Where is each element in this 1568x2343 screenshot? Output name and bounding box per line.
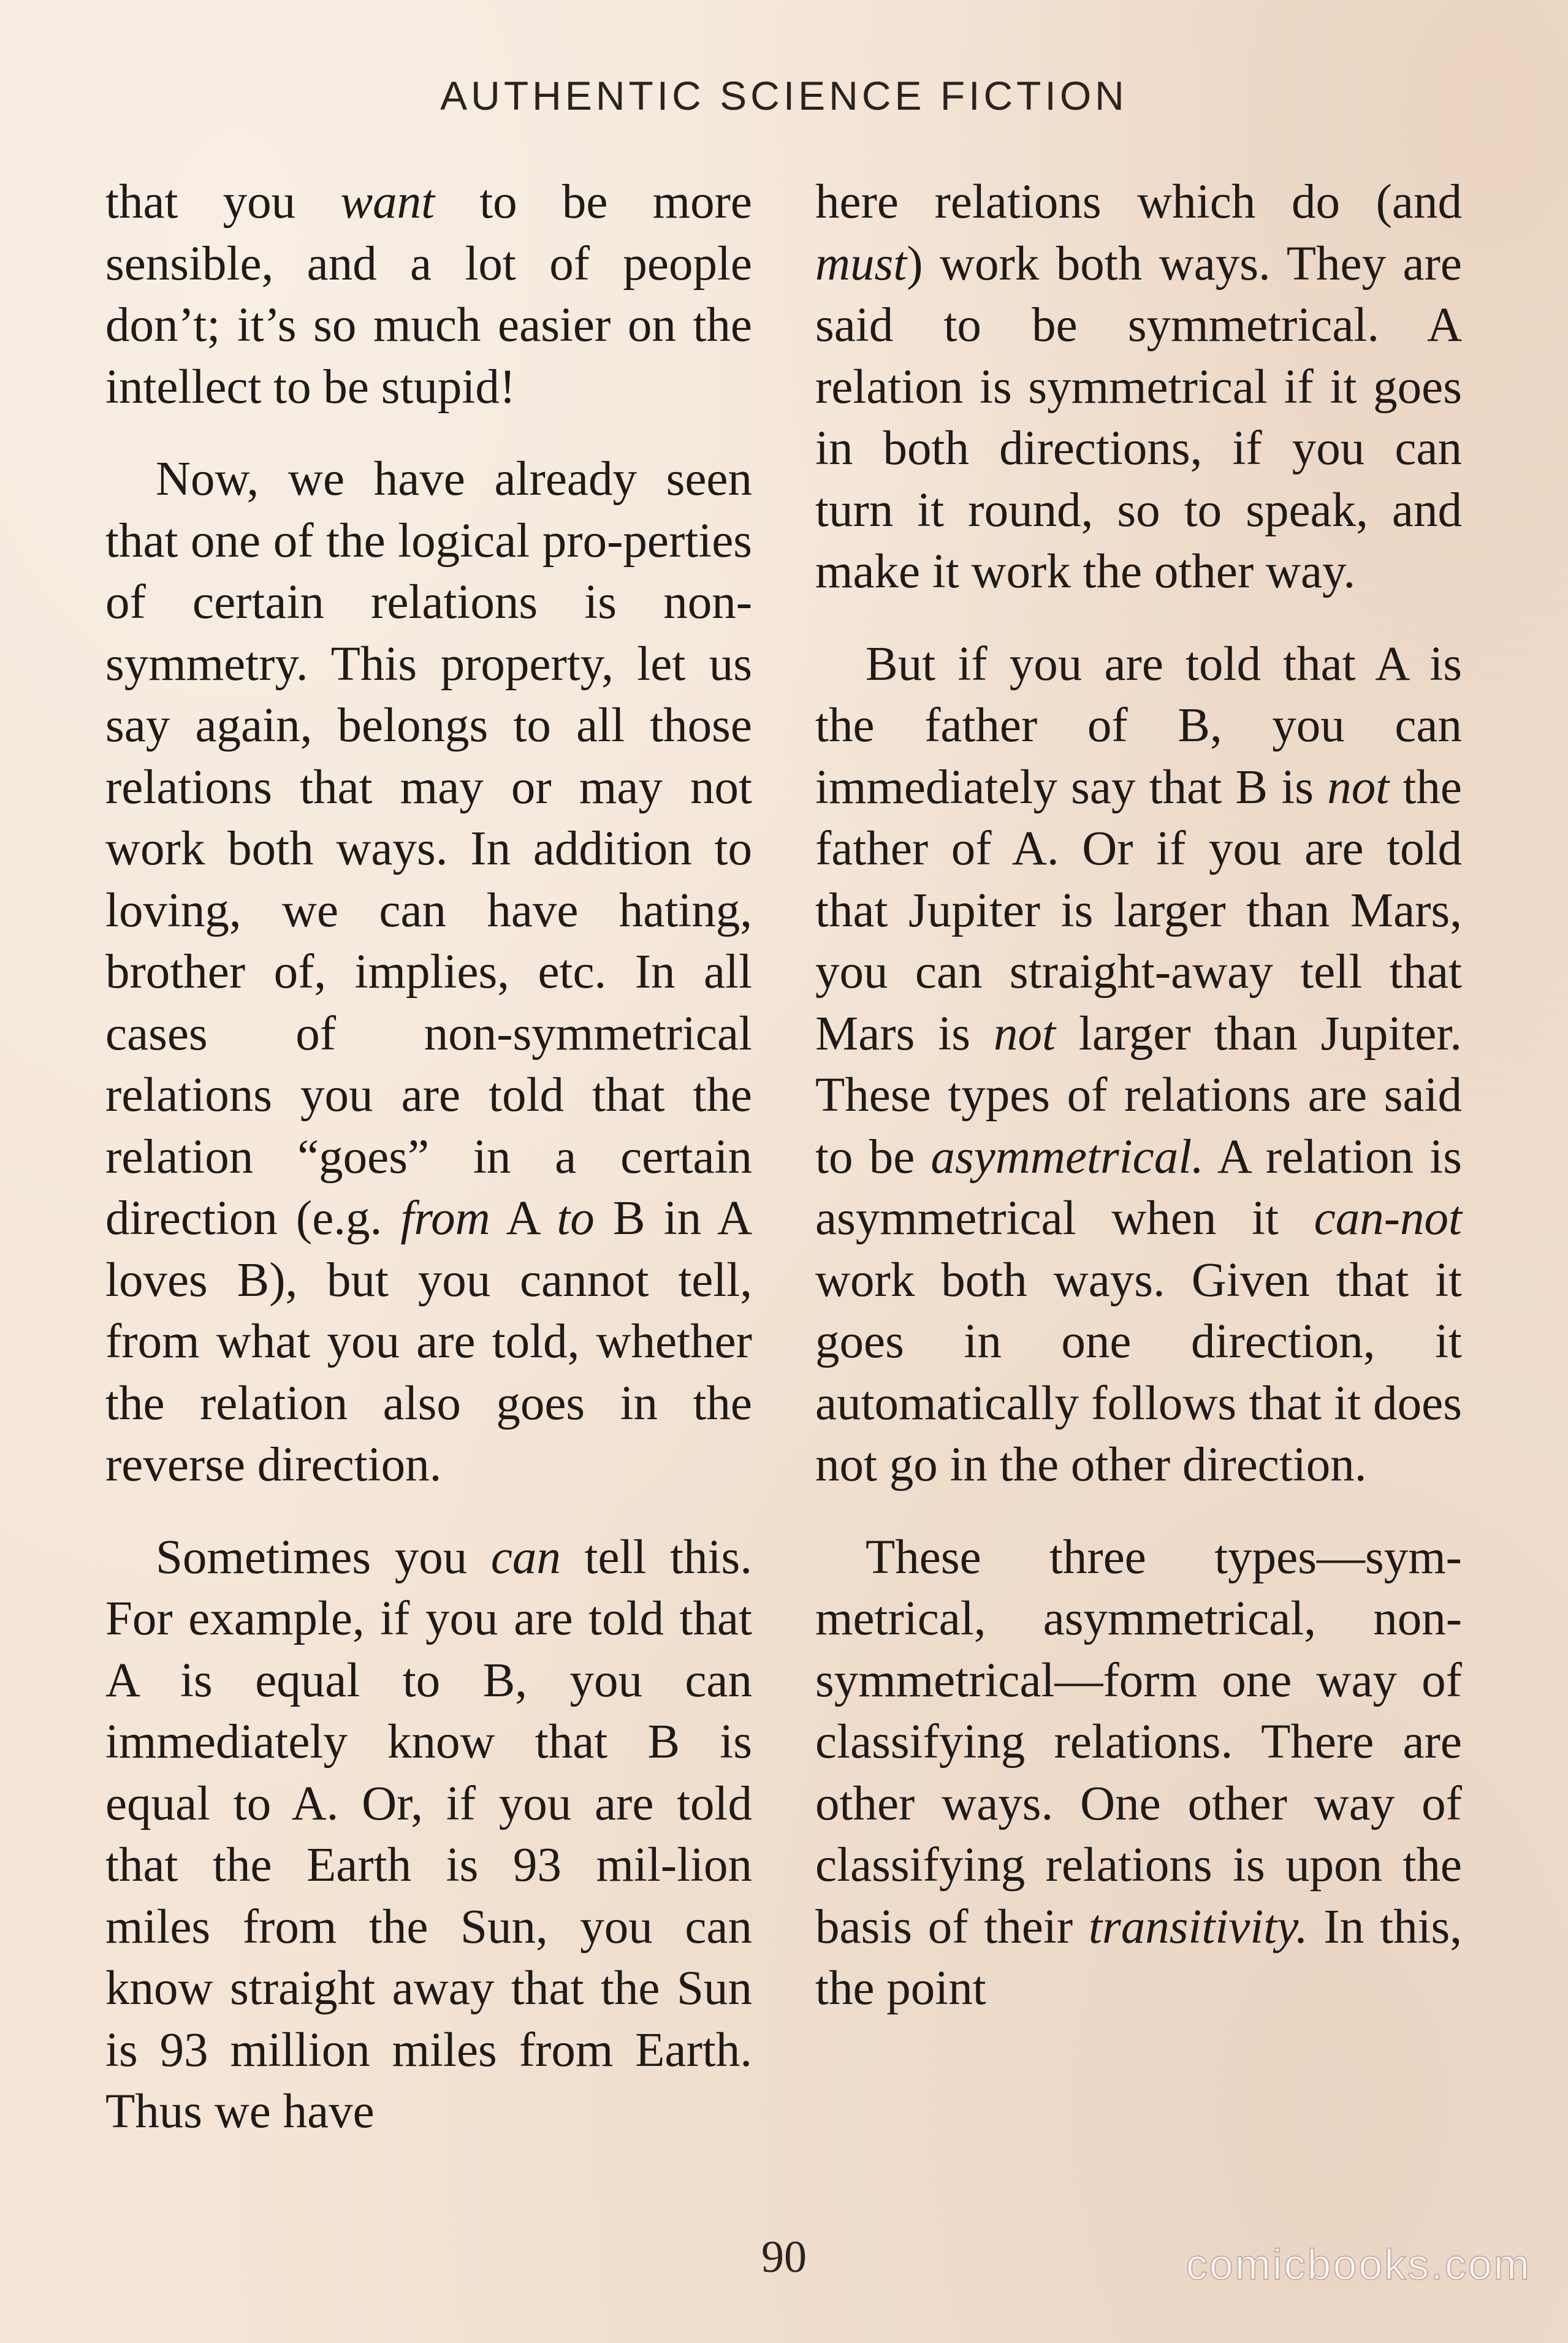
emphasis: not xyxy=(1327,760,1390,814)
text-run: here relations which do (and xyxy=(815,175,1462,229)
text-run: A relation is asymmetrical when it xyxy=(815,1130,1462,1245)
left-column xyxy=(105,172,752,2174)
paragraph xyxy=(105,449,752,1496)
paragraph xyxy=(105,1527,752,2143)
paragraph xyxy=(815,634,1462,1496)
emphasis: asymmetrical. xyxy=(931,1130,1204,1184)
right-column xyxy=(815,172,1462,2051)
text-run: (e.g. xyxy=(295,1192,401,1245)
text-run: the father of A. Or if you are told that Jupiter is larger than Mars, you can straight-away tell that Mars is xyxy=(815,760,1462,1061)
page-number: 90 xyxy=(761,2232,807,2282)
emphasis: must xyxy=(815,237,907,291)
running-head: AUTHENTIC SCIENCE FICTION xyxy=(440,73,1128,118)
text-run: to be more sensible, and a lot of people don’t; it’s so much easier on the intellect to be stupid! xyxy=(105,175,752,414)
paragraph xyxy=(815,172,1462,603)
emphasis: can xyxy=(490,1530,561,1584)
text-run: Sometimes you xyxy=(156,1530,491,1584)
text-run: B in A loves B), but you cannot tell, from what you are told, whether the relation also goes in the reverse direction. xyxy=(105,1192,752,1492)
emphasis: to xyxy=(557,1192,595,1245)
emphasis: from xyxy=(400,1192,490,1245)
watermark: comicbooks.com xyxy=(1186,2241,1531,2288)
emphasis: not xyxy=(993,1007,1056,1061)
paragraph xyxy=(105,172,752,418)
emphasis: transitivity. xyxy=(1089,1900,1308,1954)
text-run: These three types—sym-metrical, asymmetrical, non-symmetrical—form one way of classifying relations. There are other ways. One other way of classifying relations is upon the basis of their xyxy=(815,1530,1462,1954)
text-run: work both ways. Given that it goes in one direction, it automatically follows that it does not go in the other direction. xyxy=(815,1253,1462,1492)
text-run: tell this. For example, if you are told that A is equal to B, you can immediately know that B is equal to A. Or, if you are told that the Earth is 93 mil-lion miles from the Sun, you can know straight away that the Sun is 93 million miles from Earth. Thus we have xyxy=(105,1530,752,2138)
text-run: Now, we have already seen that one of the logical pro-perties of certain relations is non-symmetry. This property, let us say again, belongs to all those relations that may or may not work both ways. In addition to loving, we can have hating, brother of, implies, etc. In all cases of non-symmetrical relations you are told that the relation “goes” in a certain direction xyxy=(105,452,752,1245)
text-run: In this, the point xyxy=(815,1900,1463,2015)
text-run: that you xyxy=(105,175,341,229)
text-run: ) work both ways. They are said to be symmetrical. A relation is symmetrical if it goes in both directions, if you can turn it round, so to speak, and make it work the other way. xyxy=(815,237,1462,598)
emphasis: want xyxy=(340,175,435,229)
text-run: But if you are told that A is the father of B, you can immediately say that B is xyxy=(815,637,1462,814)
text-run: larger than Jupiter. These types of relations are said to be xyxy=(815,1007,1462,1184)
paragraph xyxy=(815,1527,1462,2020)
emphasis: can-not xyxy=(1314,1192,1462,1245)
text-run: A xyxy=(490,1192,557,1245)
